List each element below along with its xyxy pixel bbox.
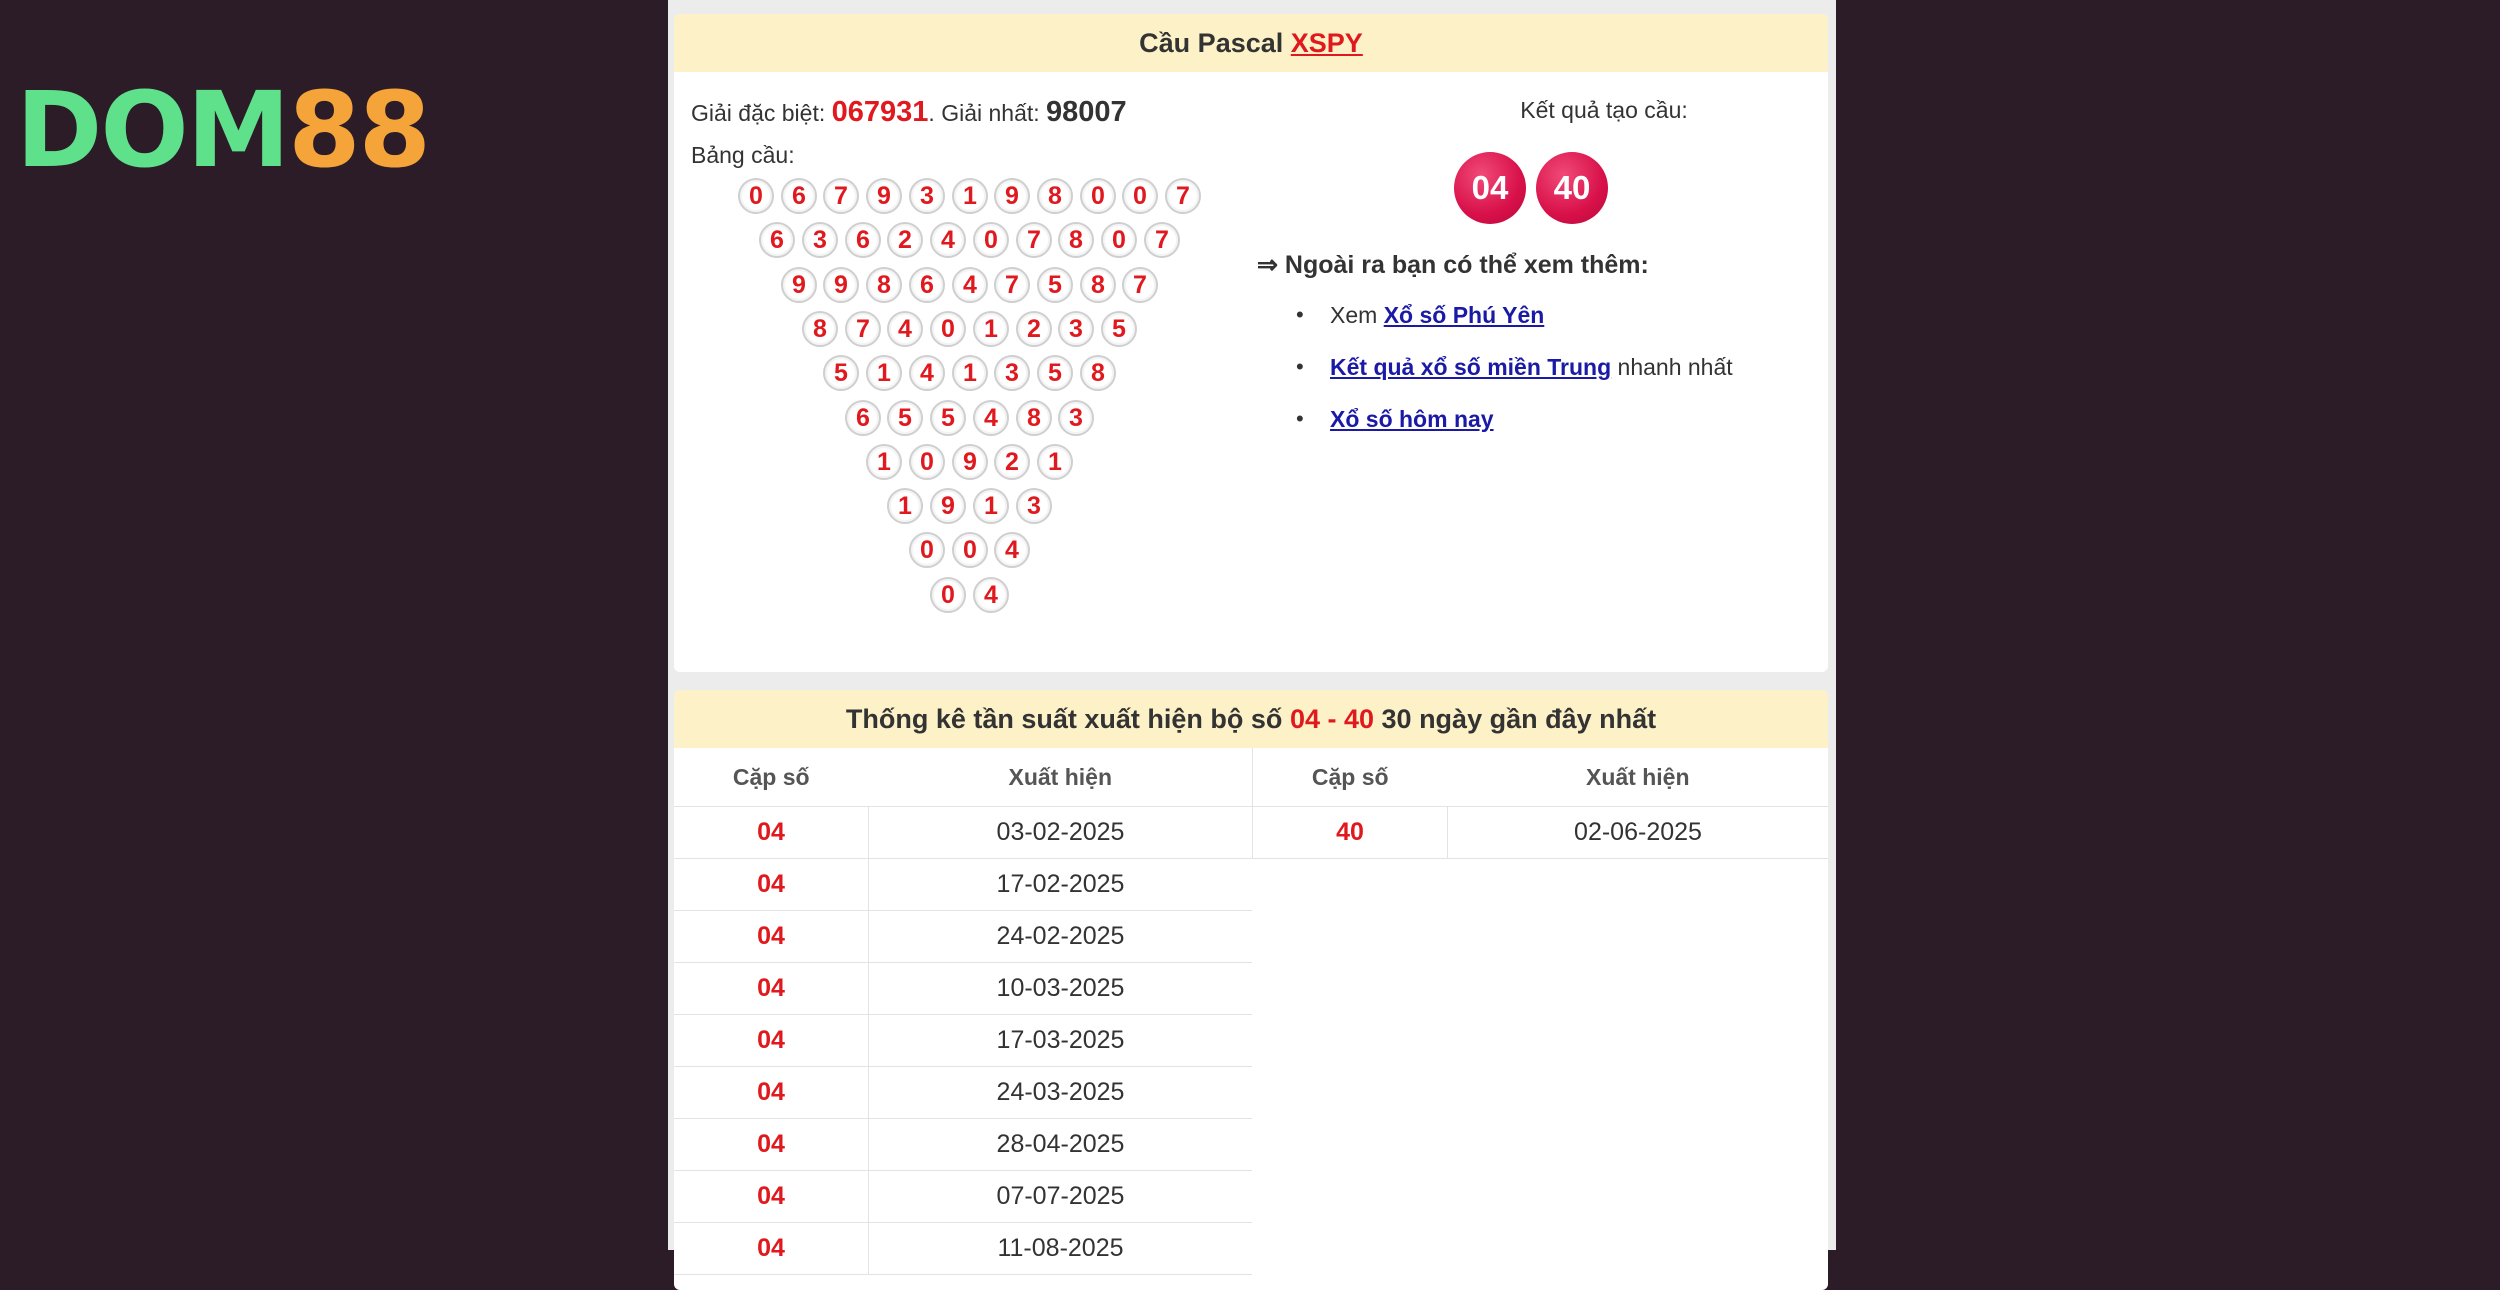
list-item (1256, 294, 1733, 346)
pair-cell: 04 (674, 807, 869, 859)
stats-title-numbers: 04 - 40 (1289, 704, 1375, 734)
pascal-digit-ball: 4 (930, 222, 966, 258)
list-item (1256, 398, 1733, 450)
stats-title-prefix: Thống kê tần suất xuất hiện bộ số (845, 704, 1283, 734)
pascal-digit-ball: 6 (781, 178, 817, 214)
pascal-digit-ball: 2 (1016, 311, 1052, 347)
table-label: Bảng cầu: (691, 142, 795, 168)
special-prize-label: Giải đặc biệt: (691, 100, 826, 126)
date-cell: 24-03-2025 (869, 1067, 1253, 1119)
first-prize-value: 98007 (1046, 96, 1127, 128)
table-row (674, 1067, 1252, 1119)
link-xo-so-phu-yen[interactable]: Xổ số Phú Yên (1383, 302, 1545, 328)
date-cell: 03-02-2025 (869, 807, 1253, 859)
col-seen-header: Xuất hiện (1585, 763, 1690, 790)
col-seen-header: Xuất hiện (1008, 763, 1112, 790)
date-cell: 17-03-2025 (869, 1015, 1253, 1067)
table-row (674, 859, 1252, 911)
pascal-digit-ball: 6 (759, 222, 795, 258)
pair-cell: 04 (674, 1171, 869, 1223)
date-cell: 11-08-2025 (869, 1223, 1253, 1275)
pascal-digit-ball: 4 (994, 532, 1030, 568)
pascal-digit-ball: 8 (1037, 178, 1073, 214)
table-row (674, 963, 1252, 1015)
link-ket-qua-mien-trung[interactable]: Kết quả xổ số miền Trung (1330, 354, 1612, 380)
pascal-digit-ball: 4 (973, 577, 1009, 613)
pascal-digit-ball: 8 (1016, 400, 1052, 436)
pascal-digit-ball: 9 (994, 178, 1030, 214)
stats-table-04 (674, 748, 1252, 1275)
col-pair-header: Cặp số (1311, 763, 1389, 790)
more-suffix: nhanh nhất (1611, 354, 1733, 380)
pascal-digit-ball: 1 (887, 488, 923, 524)
pascal-digit-ball: 3 (909, 178, 945, 214)
pair-cell: 04 (674, 1067, 869, 1119)
pair-cell: 04 (674, 963, 869, 1015)
pascal-card (674, 14, 1828, 672)
logo-text-dom: DOM (16, 69, 289, 191)
pascal-digit-ball: 4 (909, 355, 945, 391)
more-title: ⇒ Ngoài ra bạn có thể xem thêm: (1257, 251, 1649, 279)
table-row (674, 1119, 1252, 1171)
table-row (1253, 807, 1829, 859)
pascal-digit-ball: 9 (952, 444, 988, 480)
table-row (674, 1223, 1252, 1275)
pair-cell: 04 (674, 859, 869, 911)
pascal-digit-ball: 2 (994, 444, 1030, 480)
pascal-digit-ball: 6 (845, 400, 881, 436)
pascal-digit-ball: 0 (738, 178, 774, 214)
pascal-digit-ball: 1 (1037, 444, 1073, 480)
pascal-digit-ball: 9 (823, 267, 859, 303)
pascal-digit-ball: 0 (1080, 178, 1116, 214)
pascal-digit-ball: 1 (952, 178, 988, 214)
date-cell: 24-02-2025 (869, 911, 1253, 963)
pascal-digit-ball: 7 (994, 267, 1030, 303)
pascal-title-prefix: Cầu Pascal (1139, 28, 1284, 58)
table-row (674, 1015, 1252, 1067)
pair-cell: 04 (674, 1223, 869, 1275)
pascal-digit-ball: 1 (952, 355, 988, 391)
pascal-digit-ball: 8 (866, 267, 902, 303)
pascal-digit-ball: 8 (1080, 267, 1116, 303)
table-row (674, 911, 1252, 963)
pascal-digit-ball: 8 (1058, 222, 1094, 258)
pascal-digit-ball: 7 (845, 311, 881, 347)
pair-cell: 04 (674, 1015, 869, 1067)
pair-cell: 40 (1253, 807, 1448, 859)
pascal-digit-ball: 1 (866, 355, 902, 391)
pascal-digit-ball: 8 (802, 311, 838, 347)
list-item (1256, 346, 1733, 398)
first-prize-label: . Giải nhất: (928, 100, 1040, 126)
pair-cell: 04 (674, 1119, 869, 1171)
pascal-digit-ball: 0 (930, 577, 966, 613)
col-pair-header: Cặp số (732, 763, 810, 790)
special-prize-value: 067931 (831, 96, 929, 128)
xspy-link[interactable]: XSPY (1290, 28, 1363, 58)
pascal-digit-ball: 0 (1101, 222, 1137, 258)
pascal-digit-ball: 0 (930, 311, 966, 347)
stats-table-40 (1252, 748, 1828, 859)
date-cell: 02-06-2025 (1448, 807, 1829, 859)
pascal-digit-ball: 0 (952, 532, 988, 568)
pascal-digit-ball: 3 (802, 222, 838, 258)
pascal-digit-ball: 0 (973, 222, 1009, 258)
pascal-digit-ball: 6 (845, 222, 881, 258)
pair-cell: 04 (674, 911, 869, 963)
pascal-digit-ball: 8 (1080, 355, 1116, 391)
pascal-digit-ball: 9 (866, 178, 902, 214)
result-ball: 04 (1454, 152, 1526, 224)
pascal-digit-ball: 1 (973, 311, 1009, 347)
stats-card-title (674, 690, 1828, 748)
link-xo-so-hom-nay[interactable]: Xổ số hôm nay (1330, 406, 1494, 432)
pascal-digit-ball: 9 (930, 488, 966, 524)
more-prefix: Xem (1330, 302, 1384, 328)
pascal-digit-ball: 0 (1122, 178, 1158, 214)
pascal-digit-ball: 3 (1058, 311, 1094, 347)
pascal-digit-ball: 1 (866, 444, 902, 480)
pascal-digit-ball: 5 (930, 400, 966, 436)
dom88-logo (16, 69, 429, 191)
logo-text-88: 88 (288, 69, 429, 191)
stats-card (674, 690, 1828, 1290)
date-cell: 10-03-2025 (869, 963, 1253, 1015)
date-cell: 17-02-2025 (869, 859, 1253, 911)
pascal-digit-ball: 5 (887, 400, 923, 436)
pascal-digit-ball: 7 (823, 178, 859, 214)
pascal-digit-ball: 5 (1037, 355, 1073, 391)
pascal-digit-ball: 4 (887, 311, 923, 347)
pascal-digit-ball: 7 (1165, 178, 1201, 214)
pascal-digit-ball: 5 (1101, 311, 1137, 347)
pascal-digit-ball: 3 (994, 355, 1030, 391)
date-cell: 28-04-2025 (869, 1119, 1253, 1171)
result-label: Kết quả tạo cầu: (1520, 97, 1688, 123)
pascal-digit-ball: 5 (823, 355, 859, 391)
pascal-digit-ball: 3 (1016, 488, 1052, 524)
pascal-digit-ball: 3 (1058, 400, 1094, 436)
pascal-digit-ball: 7 (1144, 222, 1180, 258)
pascal-digit-ball: 7 (1122, 267, 1158, 303)
pascal-digit-ball: 0 (909, 444, 945, 480)
table-row (674, 807, 1252, 859)
more-links-list (1256, 294, 1733, 450)
pascal-digit-ball: 2 (887, 222, 923, 258)
pascal-digit-ball: 1 (973, 488, 1009, 524)
pascal-digit-ball: 0 (909, 532, 945, 568)
stats-title-suffix: 30 ngày gần đây nhất (1381, 704, 1657, 734)
date-cell: 07-07-2025 (869, 1171, 1253, 1223)
pascal-digit-ball: 4 (952, 267, 988, 303)
pascal-digit-ball: 4 (973, 400, 1009, 436)
pascal-digit-ball: 7 (1016, 222, 1052, 258)
result-ball: 40 (1536, 152, 1608, 224)
table-row (674, 1171, 1252, 1223)
pascal-digit-ball: 5 (1037, 267, 1073, 303)
pascal-digit-ball: 9 (781, 267, 817, 303)
content-column (668, 0, 1836, 1262)
pascal-digit-ball: 6 (909, 267, 945, 303)
